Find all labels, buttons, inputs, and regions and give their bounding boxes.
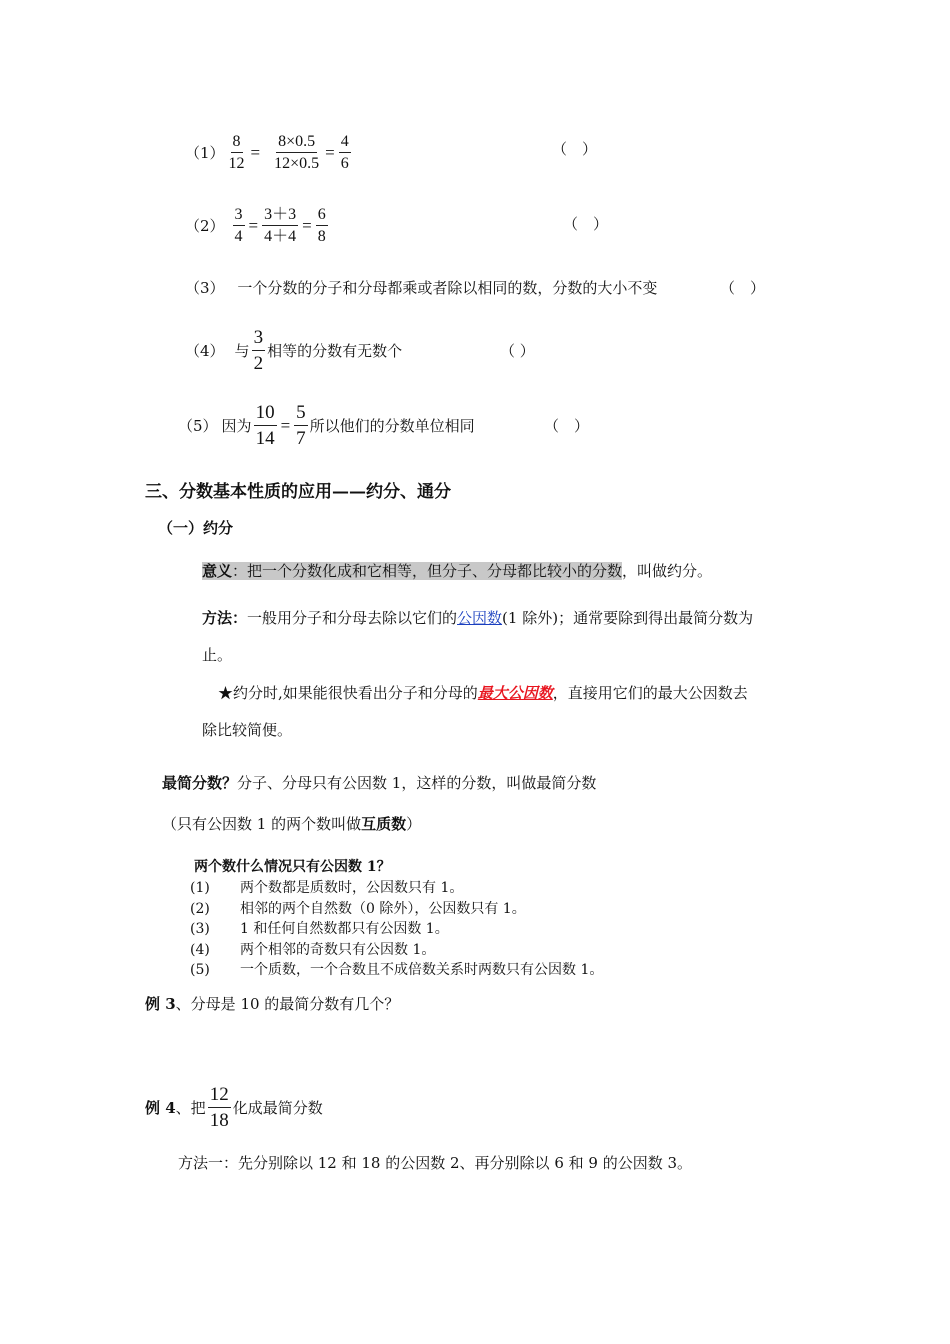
statement-text: 一个分数的分子和分母都乘或者除以相同的数，分数的大小不变 <box>237 279 658 297</box>
simplest-fraction-definition: 最简分数？分子、分母只有公因数 1，这样的分数，叫做最简分数 <box>162 774 597 792</box>
item-number: （1） <box>185 144 225 162</box>
gcf-emphasis: 最大公因数 <box>477 684 553 702</box>
fraction: $\frac{5}{7}$ <box>296 402 306 449</box>
meaning-paragraph: 意义：把一个分数化成和它相等，但分子、分母都比较小的分数，叫做约分。 <box>202 562 713 580</box>
judge-item-5: （5） 因为 $\frac{10}{14}$ = $\frac{5}{7}$ 所以他们的分数单位相同 <box>178 402 475 449</box>
item-number: （4） <box>185 342 225 360</box>
star-tip-continuation: 除比较简便。 <box>202 721 293 739</box>
conditions-title: 两个数什么情况只有公因数 1？ <box>194 859 391 875</box>
coprime-note: （只有公因数 1 的两个数叫做互质数） <box>162 815 422 833</box>
judge-item-3 <box>185 278 657 298</box>
conditions-list <box>190 878 603 981</box>
fraction: $\frac{6}{8}$ <box>317 206 326 245</box>
fraction: $\frac{4}{6}$ <box>340 133 349 172</box>
answer-blank[interactable]: （ ） <box>720 279 766 297</box>
item-number: （5） <box>178 417 218 435</box>
meaning-highlight: 把一个分数化成和它相等，但分子、分母都比较小的分数 <box>247 562 623 580</box>
list-item: (2) 相邻的两个自然数（0 除外），公因数只有 1。 <box>190 900 526 917</box>
answer-blank[interactable]: （ ） <box>552 140 598 158</box>
method-continuation: 止。 <box>202 646 233 664</box>
example-label: 例 4 <box>145 1099 176 1117</box>
item-number: （3） <box>185 279 225 297</box>
list-item: (5) 一个质数，一个合数且不成倍数关系时两数只有公因数 1。 <box>190 962 604 978</box>
common-factor-link[interactable]: 公因数 <box>457 609 503 627</box>
simplest-label: 最简分数？ <box>162 774 238 792</box>
fraction: $\frac{3}{2}$ <box>253 327 264 374</box>
star-tip: ★约分时,如果能很快看出分子和分母的最大公因数，直接用它们的最大公因数去 <box>218 684 748 702</box>
fraction: $\frac{8}{12}$ <box>228 133 245 172</box>
answer-blank[interactable]: （ ） <box>500 342 535 360</box>
subsection-title: （一）约分 <box>158 519 234 537</box>
judge-item-2: （2） $\frac{3}{4}$ = $\frac{3+3}{4+4}$ = $\frac{6}{8}$ <box>185 206 326 245</box>
example-3: 例 3、分母是 10 的最简分数有几个？ <box>145 995 400 1013</box>
judge-item-1: （1） $\frac{8}{12}$ = $\frac{8\times 0.5}{12\times 0.5}$ = $\frac{4}{6}$ <box>185 133 349 172</box>
fraction: $\frac{3+3}{4+4}$ <box>264 206 297 245</box>
example-label: 例 3 <box>145 995 176 1013</box>
list-item: (1) 两个数都是质数时，公因数只有 1。 <box>190 880 464 896</box>
fraction: $\frac{12}{18}$ <box>209 1084 229 1131</box>
list-item: (3) 1 和任何自然数都只有公因数 1。 <box>190 921 449 937</box>
fraction: $\frac{8\times 0.5}{12\times 0.5}$ <box>274 133 320 172</box>
fraction: $\frac{10}{14}$ <box>255 402 275 449</box>
meaning-label: 意义 <box>202 562 233 580</box>
fraction: $\frac{3}{4}$ <box>234 206 243 245</box>
answer-blank[interactable]: （ ） <box>544 417 590 435</box>
coprime-term: 互质数 <box>361 815 407 833</box>
item-number: （2） <box>185 217 225 235</box>
method-paragraph: 方法：一般用分子和分母去除以它们的公因数(1 除外)；通常要除到得出最简分数为 <box>202 609 754 627</box>
method-one: 方法一：先分别除以 12 和 18 的公因数 2、再分别除以 6 和 9 的公因数 3。 <box>178 1154 693 1172</box>
section-title: 三、分数基本性质的应用——约分、通分 <box>145 482 451 502</box>
example-4: 例 4 、把 $\frac{12}{18}$ 化成最简分数 <box>145 1084 323 1131</box>
answer-blank[interactable]: （ ） <box>563 215 609 233</box>
judge-item-4: （4） 与 $\frac{3}{2}$ 相等的分数有无数个 <box>185 327 403 374</box>
method-label: 方法： <box>202 609 248 627</box>
list-item: (4) 两个相邻的奇数只有公因数 1。 <box>190 941 436 958</box>
